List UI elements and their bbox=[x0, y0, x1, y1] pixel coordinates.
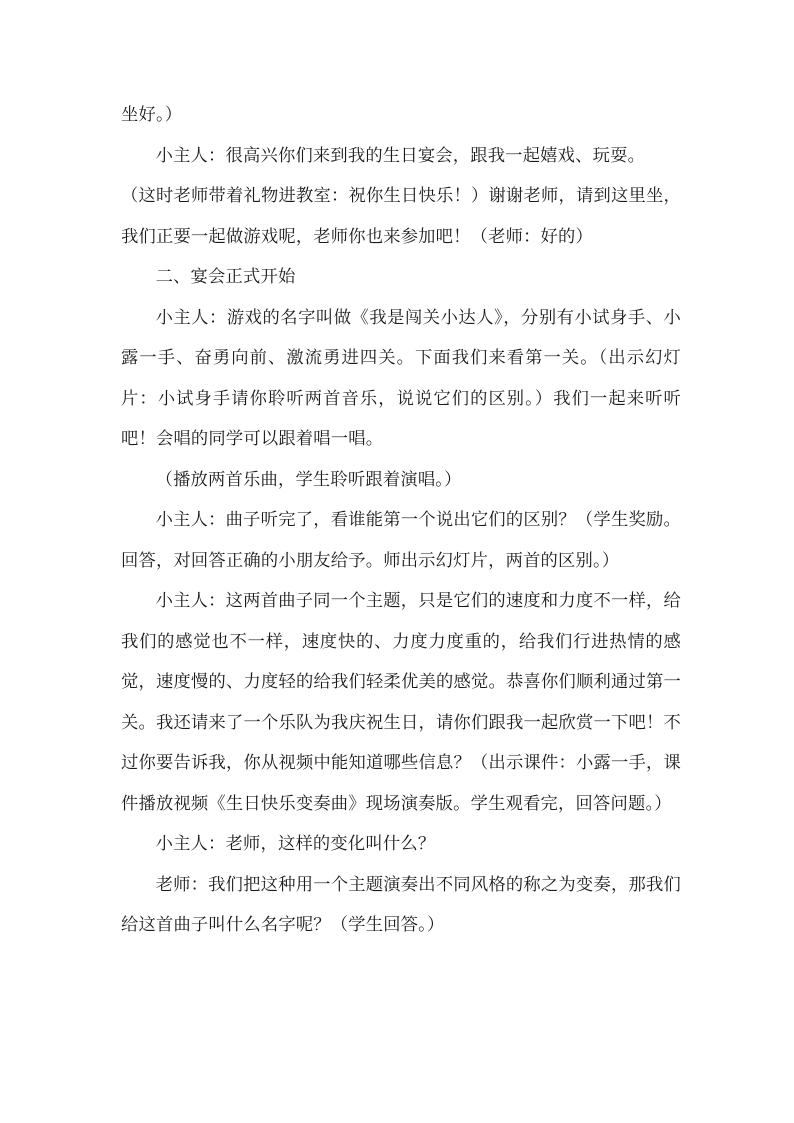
paragraph: （这时老师带着礼物进教室：祝你生日快乐！）谢谢老师，请到这里坐，我们正要一起做游戏呢，老师你也来参加吧！（老师：好的） bbox=[121, 186, 681, 247]
paragraph: 小主人：这两首曲子同一个主题，只是它们的速度和力度不一样，给我们的感觉也不一样，速度快的、力度力度重的，给我们行进热情的感觉，速度慢的、力度轻的给我们轻柔优美的感觉。恭喜你们顺利通过第一关。我还请来了一个乐队为我庆祝生日，请你们跟我一起欣赏一下吧！不过你要告诉我，你从视频中能知道哪些信息？（出示课件：小露一手，课件播放视频《生日快乐变奏曲》现场演奏版。学生观看完，回答问题。） bbox=[121, 591, 681, 814]
paragraph: （播放两首乐曲，学生聆听跟着演唱。） bbox=[155, 469, 462, 490]
paragraph: 坐好。） bbox=[121, 105, 183, 125]
paragraph: 小主人：曲子听完了，看谁能第一个说出它们的区别？（学生奖励。回答，对回答正确的小朋友给予。师出示幻灯片，两首的区别。） bbox=[121, 510, 681, 571]
paragraph: 小主人：游戏的名字叫做《我是闯关小达人》，分别有小试身手、小露一手、奋勇向前、激流勇进四关。下面我们来看第一关。（出示幻灯片：小试身手请你聆听两首音乐，说说它们的区别。）我们一起来听听吧！会唱的同学可以跟着唱一唱。 bbox=[121, 307, 681, 449]
paragraph: 小主人：很高兴你们来到我的生日宴会，跟我一起嬉戏、玩耍。 bbox=[155, 145, 646, 166]
paragraph: 小主人：老师，这样的变化叫什么？ bbox=[155, 834, 436, 854]
paragraph: 老师：我们把这种用一个主题演奏出不同风格的称之为变奏，那我们给这首曲子叫什么名字呢？（学生回答。） bbox=[121, 874, 681, 935]
section-heading: 二、宴会正式开始 bbox=[155, 267, 296, 287]
document-body bbox=[121, 95, 681, 946]
